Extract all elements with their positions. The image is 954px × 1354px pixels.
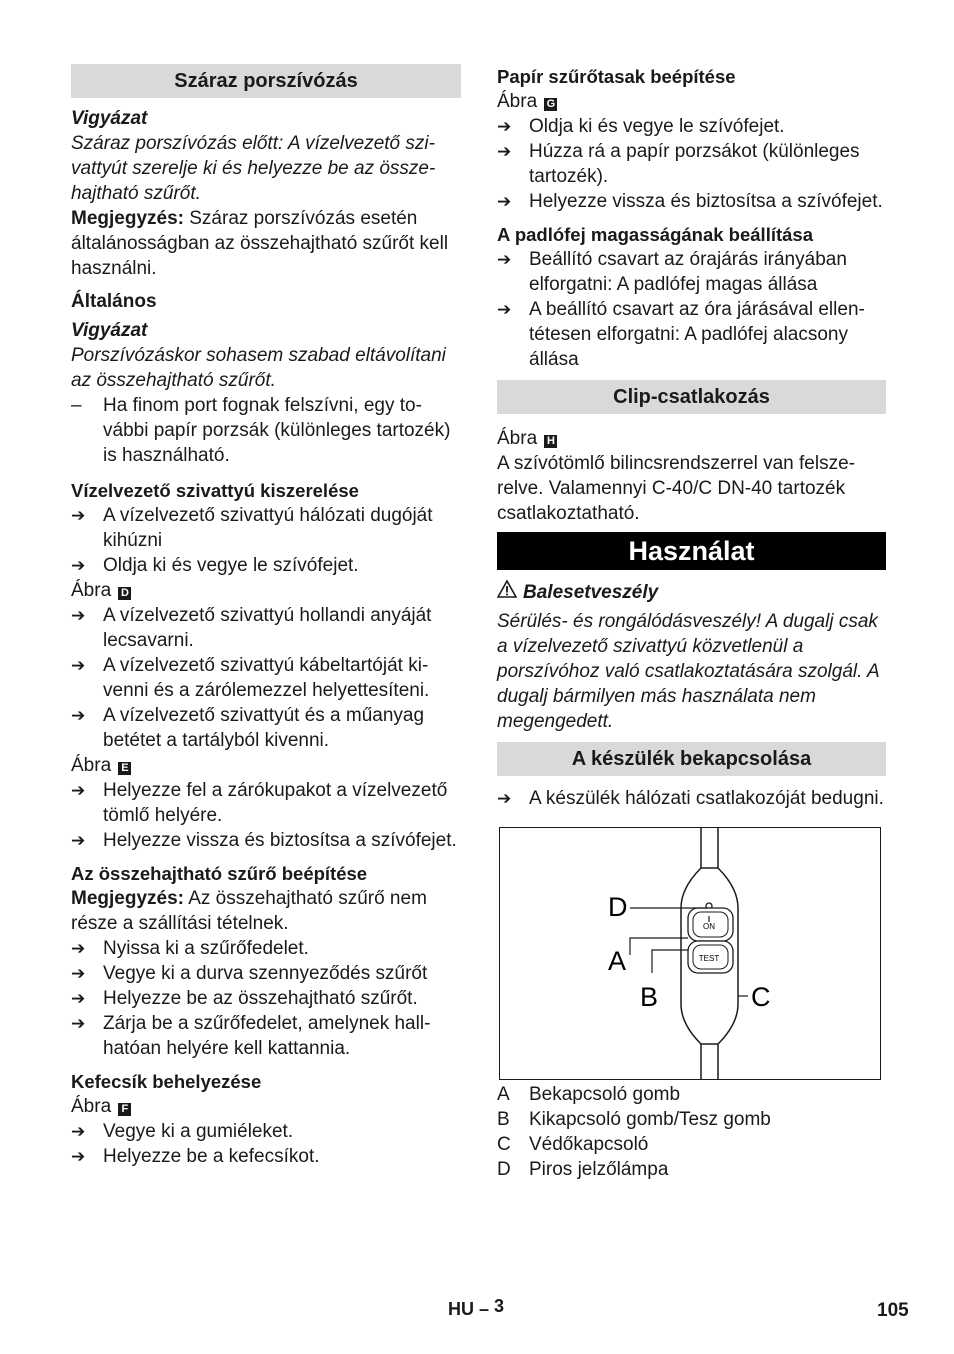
step-text: Húzza rá a papír porzsákot (különleges tartozék).	[529, 141, 860, 187]
step-list	[71, 778, 461, 853]
step-item	[71, 1011, 461, 1061]
arrow-right-icon: ➔	[71, 506, 86, 525]
arrow-right-icon: ➔	[497, 300, 512, 319]
test-button-text: TEST	[698, 954, 720, 963]
subheading-pump-removal: Vízelvezető szivattyú kiszerelése	[71, 480, 359, 501]
danger-text: Sérülés- és rongálódásveszély! A dugalj csak a vízelvezető szivattyú közvetlenül a porszívóhoz való csatlakoztatására szolgál. A dugalj bármilyen más használata nem megengedett.	[497, 611, 879, 732]
step-text: Helyezze vissza és biztosítsa a szívófejet.	[103, 830, 457, 851]
step-item	[71, 828, 461, 853]
step-item	[71, 603, 461, 653]
note-text: Az összehajtható szűrő nem része a szállítási tételnek.	[71, 888, 427, 934]
figure-label-d: D	[608, 892, 628, 922]
figure-ref-label: Ábra	[497, 428, 538, 449]
legend-letter: C	[497, 1134, 511, 1155]
arrow-right-icon: ➔	[71, 656, 86, 675]
note-paragraph	[71, 886, 461, 936]
step-item	[71, 653, 461, 703]
step-text: Nyissa ki a szűrőfedelet.	[103, 938, 309, 959]
step-text: A vízelvezető szivattyú hollandi anyáját lecsavarni.	[103, 605, 432, 651]
arrow-right-icon: ➔	[71, 831, 86, 850]
step-text: A vízelvezető szivattyú hálózati dugóját kihúzni	[103, 505, 433, 551]
step-list	[497, 786, 886, 811]
legend-text: Védőkapcsoló	[529, 1134, 649, 1155]
step-item	[71, 778, 461, 828]
note-text: Száraz porszívózás esetén általánosságban az összehajtható szűrőt kell használni.	[71, 208, 449, 279]
section-title-clip: Clip-csatlakozás	[497, 380, 886, 414]
step-item	[71, 936, 461, 961]
footer-lang: HU	[448, 1299, 474, 1319]
step-item	[71, 986, 461, 1011]
arrow-right-icon: ➔	[71, 989, 86, 1008]
figure-ref-label: Ábra	[497, 91, 538, 112]
caution-heading: Vigyázat	[71, 320, 148, 341]
step-list	[71, 603, 461, 753]
arrow-right-icon: ➔	[497, 117, 512, 136]
step-text: Oldja ki és vegye le szívófejet.	[103, 555, 359, 576]
arrow-right-icon: ➔	[71, 706, 86, 725]
arrow-right-icon: ➔	[497, 142, 512, 161]
dash-item-text: Ha finom port fognak felszívni, egy további papír porzsák (különleges tartozék) is használható.	[103, 395, 451, 466]
subheading-floor-height: A padlófej magasságának beállítása	[497, 224, 813, 245]
step-text: A készülék hálózati csatlakozóját bedugni.	[529, 788, 884, 809]
figure-letter-badge: E	[118, 762, 131, 775]
step-list	[71, 503, 461, 578]
step-text: Vegye ki a gumiéleket.	[103, 1121, 294, 1142]
figure-reference	[71, 1094, 461, 1119]
figure-reference	[71, 753, 461, 778]
note-paragraph	[71, 206, 461, 281]
figure-ref-label: Ábra	[71, 580, 112, 601]
arrow-right-icon: ➔	[497, 250, 512, 269]
legend-letter: B	[497, 1109, 510, 1130]
step-item	[497, 786, 886, 811]
step-text: Helyezze fel a zárókupakot a vízelvezető tömlő helyére.	[103, 780, 448, 826]
step-item	[497, 189, 886, 214]
right-column	[497, 64, 886, 1182]
arrow-right-icon: ➔	[71, 781, 86, 800]
legend-text: Bekapcsoló gomb	[529, 1084, 681, 1105]
step-text: Helyezze be a kefecsíkot.	[103, 1146, 320, 1167]
note-label: Megjegyzés:	[71, 208, 184, 229]
switch-figure	[499, 827, 881, 1080]
page-number: 105	[877, 1300, 909, 1321]
step-text: A vízelvezető szivattyút és a műanyag betétet a tartályból kivenni.	[103, 705, 425, 751]
step-item	[497, 247, 886, 297]
subheading-general: Általános	[71, 291, 157, 312]
arrow-right-icon: ➔	[71, 556, 86, 575]
footer-language-page	[448, 1297, 504, 1322]
step-text: Beállító csavart az órajárás irányában elforgatni: A padlófej magas állása	[529, 249, 847, 295]
left-column	[71, 64, 461, 1169]
arrow-right-icon: ➔	[71, 939, 86, 958]
danger-heading	[497, 580, 886, 605]
footer-dash: –	[479, 1299, 490, 1319]
step-item	[71, 503, 461, 553]
arrow-right-icon: ➔	[497, 192, 512, 211]
legend-item	[497, 1132, 886, 1157]
figure-letter-badge: F	[118, 1103, 131, 1116]
section-title-dry-vacuuming: Száraz porszívózás	[71, 64, 461, 98]
figure-ref-label: Ábra	[71, 755, 112, 776]
clip-text: A szívótömlő bilincsrendszerrel van felszerelve. Valamennyi C-40/C DN-40 tartozék csatlakoztatható.	[497, 453, 855, 524]
step-text: Helyezze be az összehajtható szűrőt.	[103, 988, 418, 1009]
figure-reference	[71, 578, 461, 603]
subheading-paper-bag: Papír szűrőtasak beépítése	[497, 66, 736, 87]
figure-letter-badge: G	[544, 98, 557, 111]
on-button-text: ON	[703, 922, 715, 931]
arrow-right-icon: ➔	[497, 789, 512, 808]
arrow-right-icon: ➔	[71, 964, 86, 983]
dash-marker: –	[71, 395, 82, 416]
figure-legend	[497, 1082, 886, 1182]
legend-letter: D	[497, 1159, 511, 1180]
legend-text: Piros jelzőlámpa	[529, 1159, 669, 1180]
figure-reference	[497, 89, 886, 114]
figure-reference	[497, 426, 886, 451]
step-item	[71, 1144, 461, 1169]
step-item	[497, 297, 886, 372]
subheading-brush-insert: Kefecsík behelyezése	[71, 1071, 262, 1092]
step-text: A vízelvezető szivattyú kábeltartóját kivenni és a zárólemezzel helyettesíteni.	[103, 655, 430, 701]
caution-text: Száraz porszívózás előtt: A vízelvezető szivattyút szerelje ki és helyezze be az összehajtható szűrőt.	[71, 133, 436, 204]
arrow-right-icon: ➔	[71, 606, 86, 625]
step-list	[497, 114, 886, 214]
step-text: A beállító csavart az óra járásával ellentétesen elforgatni: A padlófej alacsony állása	[529, 299, 865, 370]
figure-label-b: B	[640, 982, 659, 1012]
arrow-right-icon: ➔	[71, 1147, 86, 1166]
legend-text: Kikapcsoló gomb/Tesz gomb	[529, 1109, 771, 1130]
step-list	[71, 1119, 461, 1169]
step-item	[497, 139, 886, 189]
leader-line-a	[630, 938, 688, 955]
step-text: Vegye ki a durva szennyeződés szűrőt	[103, 963, 428, 984]
step-text: Zárja be a szűrőfedelet, amelynek hallhatóan helyére kell kattannia.	[103, 1013, 431, 1059]
subheading-filter-install: Az összehajtható szűrő beépítése	[71, 863, 368, 884]
figure-label-a: A	[608, 946, 627, 976]
legend-item	[497, 1107, 886, 1132]
legend-item	[497, 1082, 886, 1107]
step-item	[71, 553, 461, 578]
footer-local-page: 3	[494, 1296, 505, 1316]
chapter-title-usage: Használat	[497, 532, 886, 570]
danger-label: Balesetveszély	[523, 582, 659, 603]
caution-text: Porszívózáskor sohasem szabad eltávolítani az összehajtható szűrőt.	[71, 345, 446, 391]
figure-letter-badge: D	[118, 587, 131, 600]
note-label: Megjegyzés:	[71, 888, 184, 909]
step-text: Oldja ki és vegye le szívófejet.	[529, 116, 785, 137]
arrow-right-icon: ➔	[71, 1014, 86, 1033]
figure-ref-label: Ábra	[71, 1096, 112, 1117]
step-item	[497, 114, 886, 139]
step-item	[71, 1119, 461, 1144]
figure-label-c: C	[751, 982, 771, 1012]
step-list	[71, 936, 461, 1061]
arrow-right-icon: ➔	[71, 1122, 86, 1141]
dash-list-item	[71, 393, 461, 468]
legend-item	[497, 1157, 886, 1182]
section-title-switch-on: A készülék bekapcsolása	[497, 742, 886, 776]
switch-illustration	[500, 828, 880, 1079]
step-list	[497, 247, 886, 372]
figure-letter-badge: H	[544, 435, 557, 448]
warning-triangle-icon	[497, 580, 517, 605]
caution-heading: Vigyázat	[71, 108, 148, 129]
legend-letter: A	[497, 1084, 510, 1105]
step-item	[71, 961, 461, 986]
step-text: Helyezze vissza és biztosítsa a szívófejet.	[529, 191, 883, 212]
step-item	[71, 703, 461, 753]
